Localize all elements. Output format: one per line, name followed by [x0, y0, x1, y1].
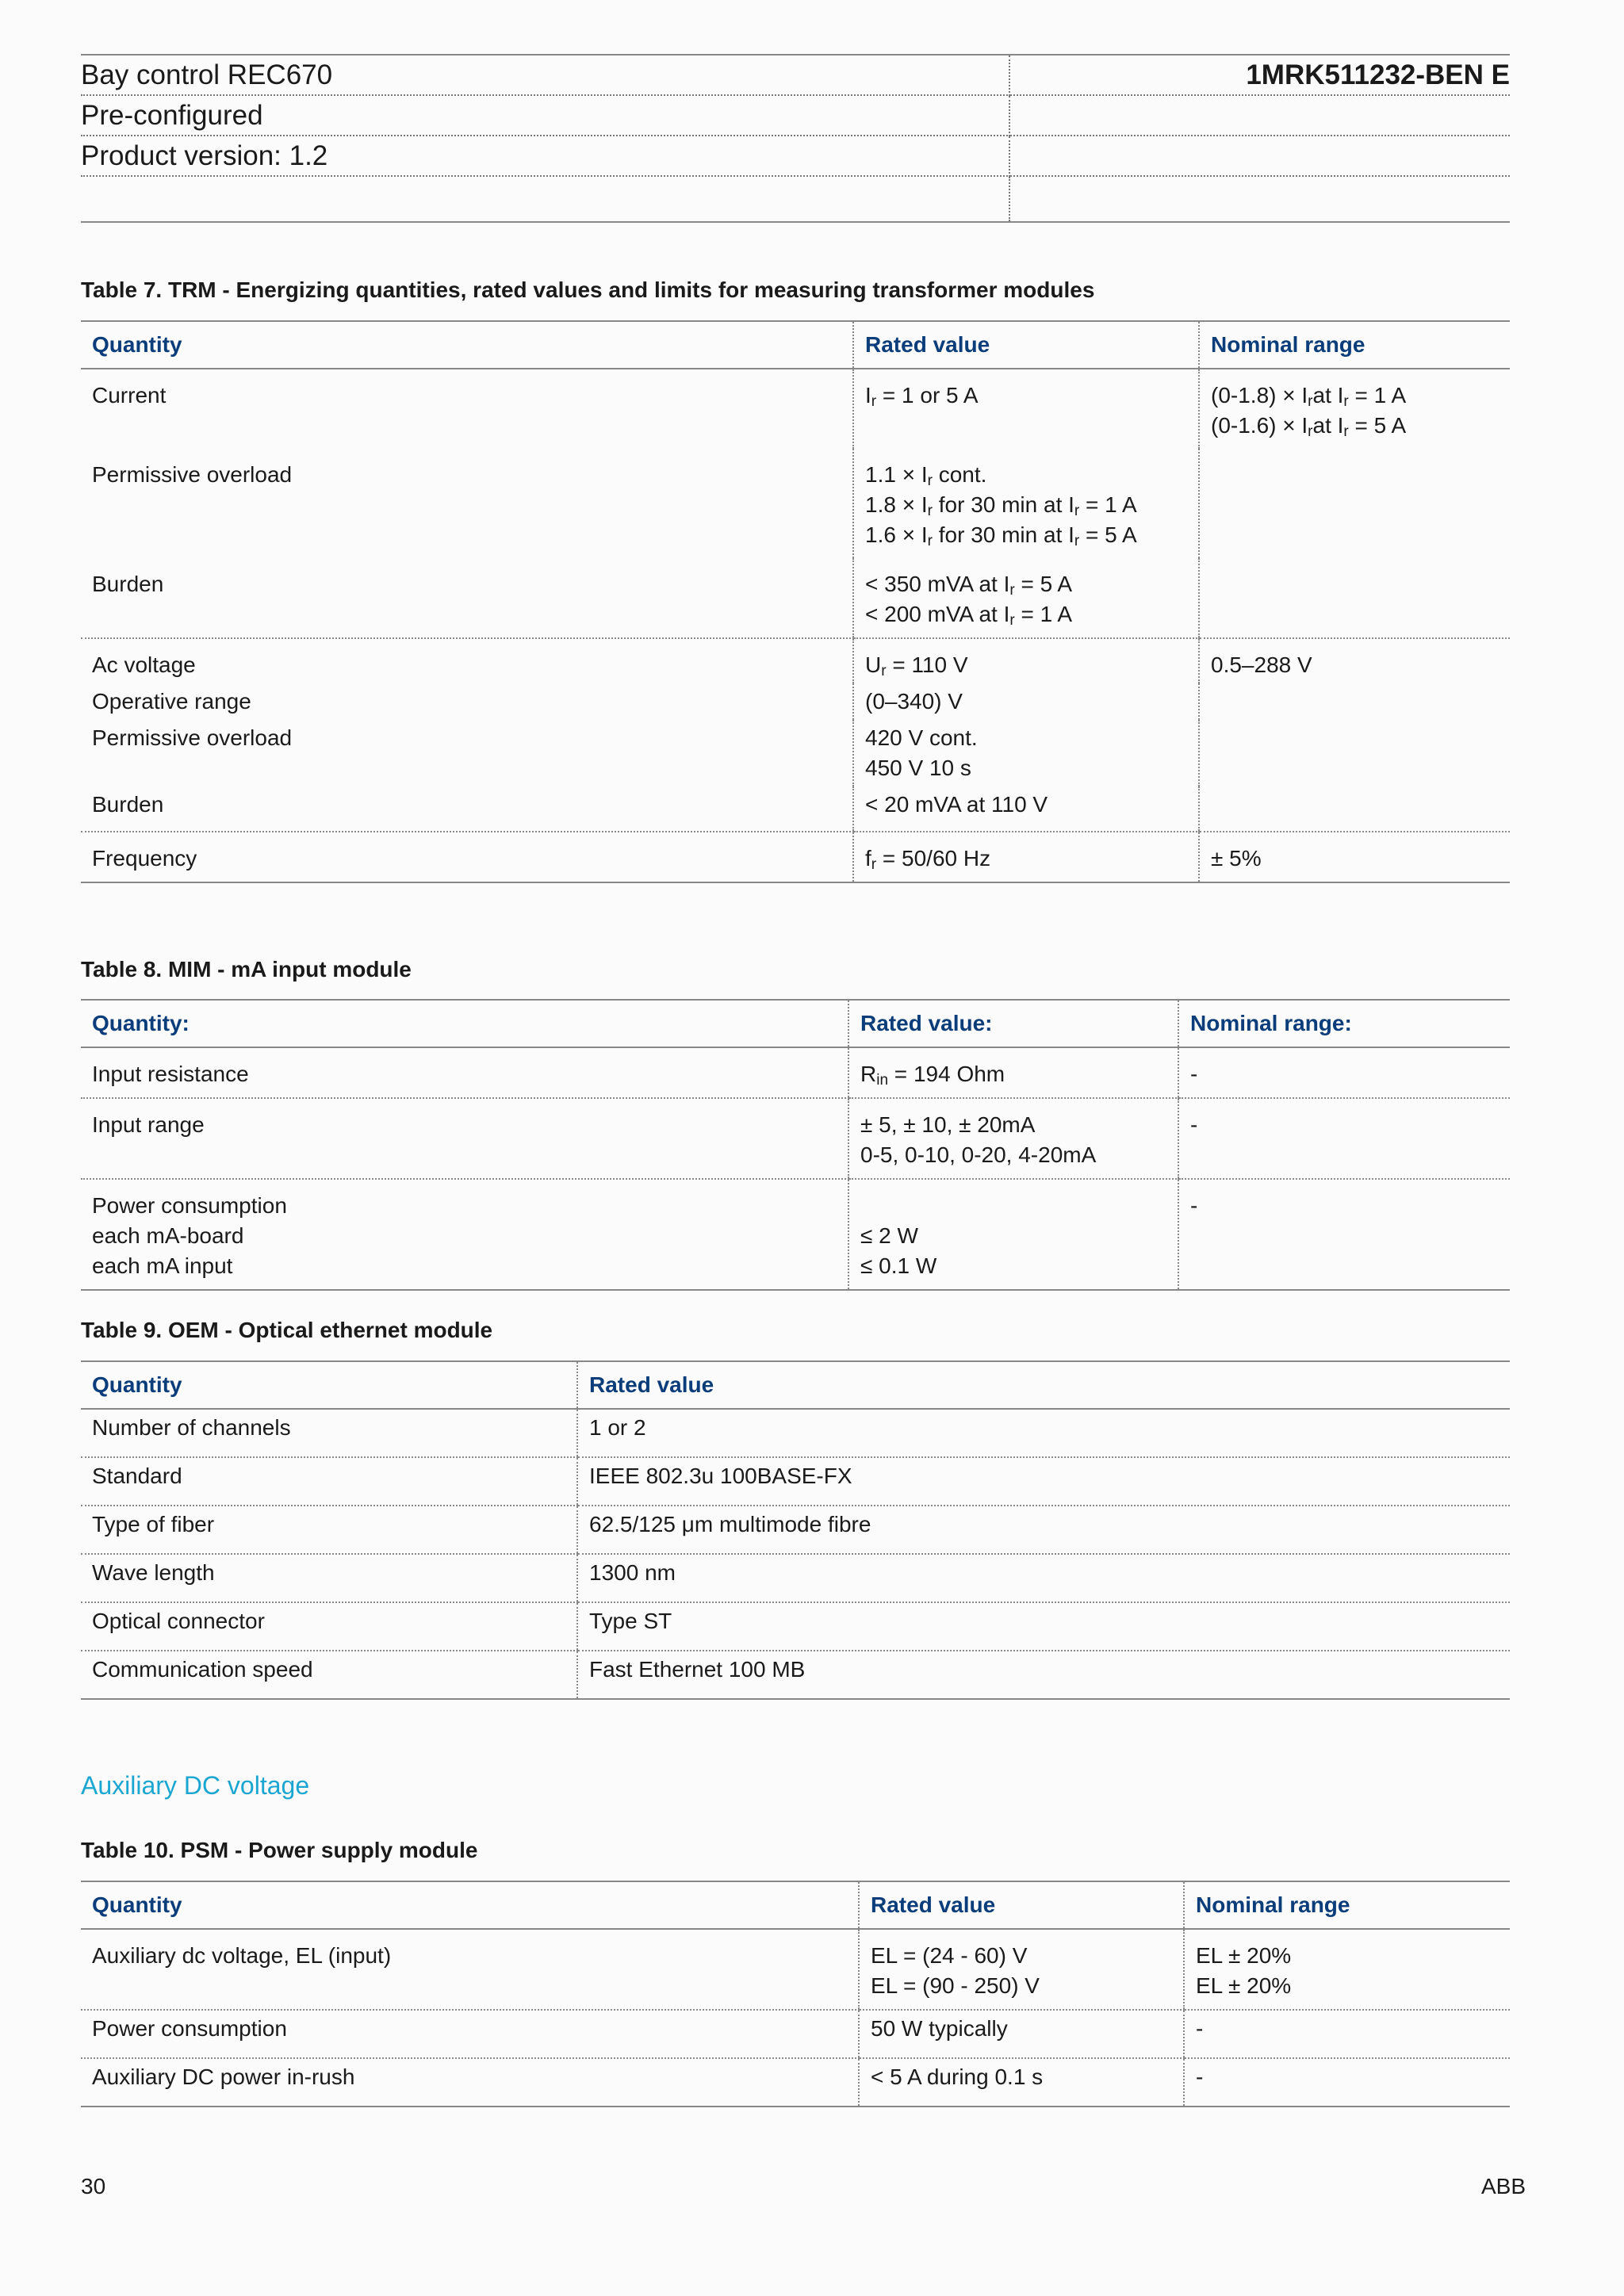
table-row [81, 1409, 1510, 1457]
cell-rated: $1.1 \times I_r$ cont. $1.8 \times I_r$ for 30 min at $I_r = 1$ A $1.6 \times I_r$ for 30 min at $I_r = 5$ A [853, 449, 1199, 558]
column-header: Quantity: [81, 1000, 848, 1047]
cell-quantity: Ac voltage [92, 652, 196, 677]
cell-range [1199, 683, 1510, 720]
table-psm [81, 1881, 1510, 2107]
cell-range [1199, 720, 1510, 786]
cell-range [1199, 786, 1510, 832]
column-header: Rated value [859, 1881, 1184, 1929]
column-header: Rated value [853, 321, 1199, 369]
table-mim [81, 999, 1510, 1291]
table-row [81, 1506, 1510, 1554]
cell-rated: $U_r = 110$ V [853, 638, 1199, 683]
section-heading: Auxiliary DC voltage [81, 1771, 310, 1800]
column-header: Nominal range: [1178, 1000, 1510, 1047]
table-trm [81, 320, 1510, 883]
column-header: Quantity [81, 321, 853, 369]
table-caption: Table 9. OEM - Optical ethernet module [81, 1318, 493, 1342]
cell-quantity: Type of fiber [81, 1506, 577, 1554]
header-empty-cell [1009, 136, 1510, 176]
cell-rated: $R_{in} = 194$ Ohm [848, 1047, 1178, 1098]
cell-range: - [1178, 1047, 1510, 1098]
cell-quantity: Power consumption [81, 2010, 859, 2058]
table-row [81, 2058, 1510, 2107]
cell-quantity: Frequency [81, 832, 853, 882]
cell-quantity: Auxiliary dc voltage, EL (input) [81, 1929, 859, 2010]
table-row [81, 1554, 1510, 1602]
cell-range: - [1184, 2058, 1510, 2107]
table-row [81, 1929, 1510, 2010]
product-subtitle: Pre-configured [81, 95, 1009, 136]
cell-range: - [1178, 1098, 1510, 1179]
table-row [81, 638, 1510, 683]
cell-quantity: Current [92, 383, 167, 408]
cell-rated: Type ST [577, 1602, 1510, 1651]
column-header: Nominal range [1184, 1881, 1510, 1929]
document-id: 1MRK511232-BEN E [1009, 55, 1510, 95]
table-oem [81, 1360, 1510, 1700]
table-header-row [81, 1000, 1510, 1047]
cell-rated: EL = (24 - 60) V EL = (90 - 250) V [859, 1929, 1184, 2010]
cell-quantity: Power consumption each mA-board each mA input [81, 1179, 848, 1290]
header-empty-cell [1009, 95, 1510, 136]
cell-quantity: Wave length [81, 1554, 577, 1602]
cell-range [1199, 558, 1510, 638]
table-caption: Table 7. TRM - Energizing quantities, rated values and limits for measuring transformer modules [81, 277, 1095, 302]
cell-quantity: Optical connector [81, 1602, 577, 1651]
cell-range: EL ± 20% EL ± 20% [1184, 1929, 1510, 2010]
table-row [81, 449, 1510, 558]
page-number: 30 [81, 2174, 106, 2198]
table-row [81, 369, 1510, 449]
cell-rated: $I_r = 1$ or 5 A [853, 369, 1199, 449]
document-header [81, 54, 1510, 223]
cell-quantity: Number of channels [81, 1409, 577, 1457]
cell-rated: 50 W typically [859, 2010, 1184, 2058]
cell-rated: 62.5/125 μm multimode fibre [577, 1506, 1510, 1554]
cell-quantity: Communication speed [81, 1651, 577, 1699]
column-header: Quantity [81, 1361, 577, 1409]
cell-quantity: Input resistance [81, 1047, 848, 1098]
table-caption: Table 10. PSM - Power supply module [81, 1838, 478, 1862]
table-header-row [81, 321, 1510, 369]
cell-quantity: Permissive overload [92, 725, 293, 750]
cell-range: 0.5–288 V [1199, 638, 1510, 683]
table-row [81, 1098, 1510, 1179]
table-row [81, 832, 1510, 882]
column-header: Quantity [81, 1881, 859, 1929]
cell-range: $(0-1.8) \times I_rat$ $I_r = 1$ A $(0-1.6) \times I_rat$ $I_r = 5$ A [1199, 369, 1510, 449]
cell-quantity: Burden [81, 786, 853, 832]
table-row [81, 1651, 1510, 1699]
cell-rated: ± 5, ± 10, ± 20mA 0-5, 0-10, 0-20, 4-20mA [848, 1098, 1178, 1179]
document-page [81, 0, 1526, 2296]
table-row [81, 558, 1510, 638]
header-empty-cell [81, 176, 1009, 222]
column-header: Rated value [577, 1361, 1510, 1409]
table-row [81, 683, 1510, 720]
product-title: Bay control REC670 [81, 55, 1009, 95]
table-row [81, 1602, 1510, 1651]
cell-rated: 420 V cont. 450 V 10 s [853, 720, 1199, 786]
cell-quantity: Burden [81, 558, 853, 638]
cell-rated: IEEE 802.3u 100BASE-FX [577, 1457, 1510, 1506]
cell-rated: $f_r = 50/60$ Hz [853, 832, 1199, 882]
table-row [81, 2010, 1510, 2058]
table-row [81, 1179, 1510, 1290]
cell-rated: (0–340) V [853, 683, 1199, 720]
cell-quantity: Operative range [92, 689, 251, 714]
cell-rated: < 5 A during 0.1 s [859, 2058, 1184, 2107]
cell-range: - [1184, 2010, 1510, 2058]
cell-quantity: Standard [81, 1457, 577, 1506]
cell-rated: ≤ 2 W ≤ 0.1 W [848, 1179, 1178, 1290]
product-version: Product version: 1.2 [81, 136, 1009, 176]
column-header: Nominal range [1199, 321, 1510, 369]
table-header-row [81, 1361, 1510, 1409]
table-caption: Table 8. MIM - mA input module [81, 957, 412, 982]
table-row [81, 720, 1510, 786]
table-row [81, 1457, 1510, 1506]
cell-rated: < 20 mVA at 110 V [853, 786, 1199, 832]
cell-rated: 1300 nm [577, 1554, 1510, 1602]
cell-rated: 1 or 2 [577, 1409, 1510, 1457]
cell-range: - [1178, 1179, 1510, 1290]
cell-range: ± 5% [1199, 832, 1510, 882]
header-empty-cell [1009, 176, 1510, 222]
table-header-row [81, 1881, 1510, 1929]
cell-quantity: Input range [81, 1098, 848, 1179]
cell-quantity: Permissive overload [92, 462, 293, 487]
cell-range [1199, 449, 1510, 558]
table-row [81, 1047, 1510, 1098]
cell-rated: Fast Ethernet 100 MB [577, 1651, 1510, 1699]
brand-name: ABB [1480, 2174, 1526, 2198]
cell-rated: < 350 mVA at $I_r = 5$ A < 200 mVA at $I_r = 1$ A [853, 558, 1199, 638]
table-row [81, 786, 1510, 832]
cell-quantity: Auxiliary DC power in-rush [81, 2058, 859, 2107]
column-header: Rated value: [848, 1000, 1178, 1047]
